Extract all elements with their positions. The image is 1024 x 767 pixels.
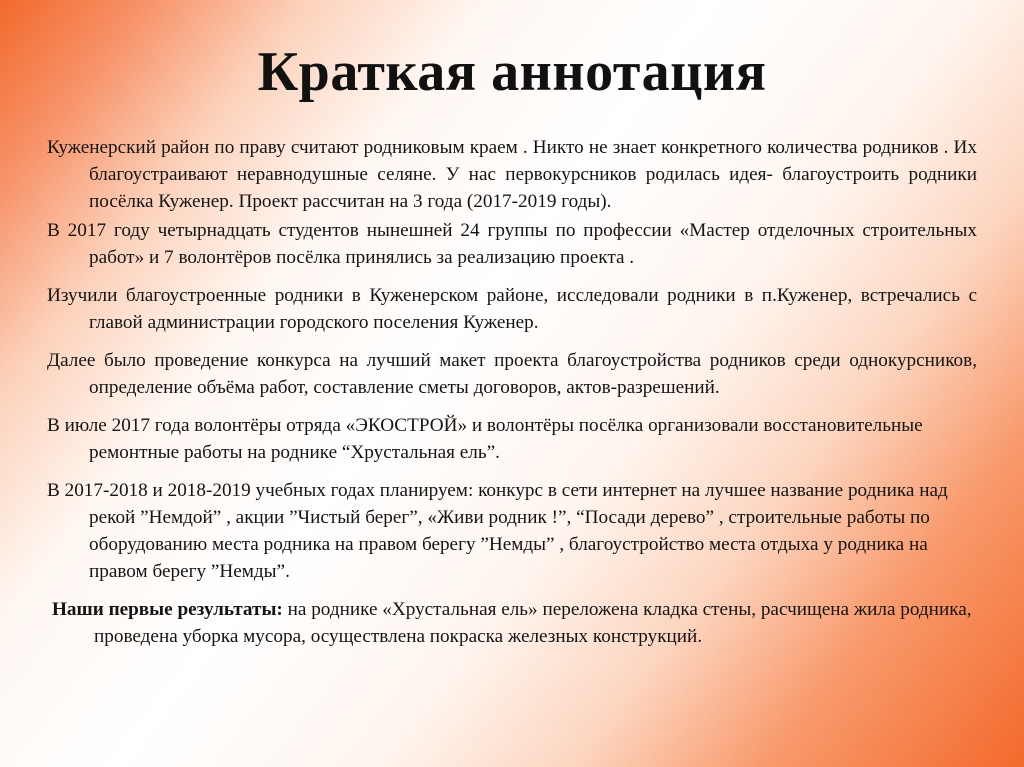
paragraph-july-2017: В июле 2017 года волонтёры отряда «ЭКОСТРОЙ» и волонтёры посёлка организовали восстановительные ремонтные работы на роднике “Хрустальная ель”. [47, 415, 923, 463]
results-label: Наши первые результаты: [52, 599, 283, 620]
paragraph-research: Изучили благоустроенные родники в Куженерском районе, исследовали родники в п.Куженер, встречались с главой администрации городского поселения Куженер. [47, 285, 977, 333]
paragraph-results [52, 596, 977, 650]
paragraph-intro: Куженерский район по праву считают родниковым краем . Никто не знает конкретного количества родников . Их благоустраивают неравнодушные селяне. У нас первокурсников родилась идея- благоустроить родники посёлка Куженер. Проект рассчитан на 3 года (2017-2019 годы). [47, 137, 977, 212]
paragraph-2017-students: В 2017 году четырнадцать студентов нынешней 24 группы по профессии «Мастер отделочных строительных работ» и 7 волонтёров посёлка принялись за реализацию проекта . [47, 220, 977, 268]
slide-title: Краткая аннотация [257, 41, 767, 103]
results-text: на роднике «Хрустальная ель» переложена кладка стены, расчищена жила родника, проведена уборка мусора, осуществлена покраска железных конструкций. [94, 599, 972, 647]
paragraph-contest: Далее было проведение конкурса на лучший макет проекта благоустройства родников среди однокурсников, определение объёма работ, составление сметы договоров, актов-разрешений. [47, 350, 977, 398]
slide-body [47, 134, 977, 650]
paragraph-plans: В 2017-2018 и 2018-2019 учебных годах планируем: конкурс в сети интернет на лучшее название родника над рекой ”Немдой” , акции ”Чистый берег”, «Живи родник !”, “Посади дерево” , строительные работы по оборудованию места родника на правом берегу ”Немды” , благоустройство места отдыха у родника на правом берегу ”Немды”. [47, 480, 948, 582]
